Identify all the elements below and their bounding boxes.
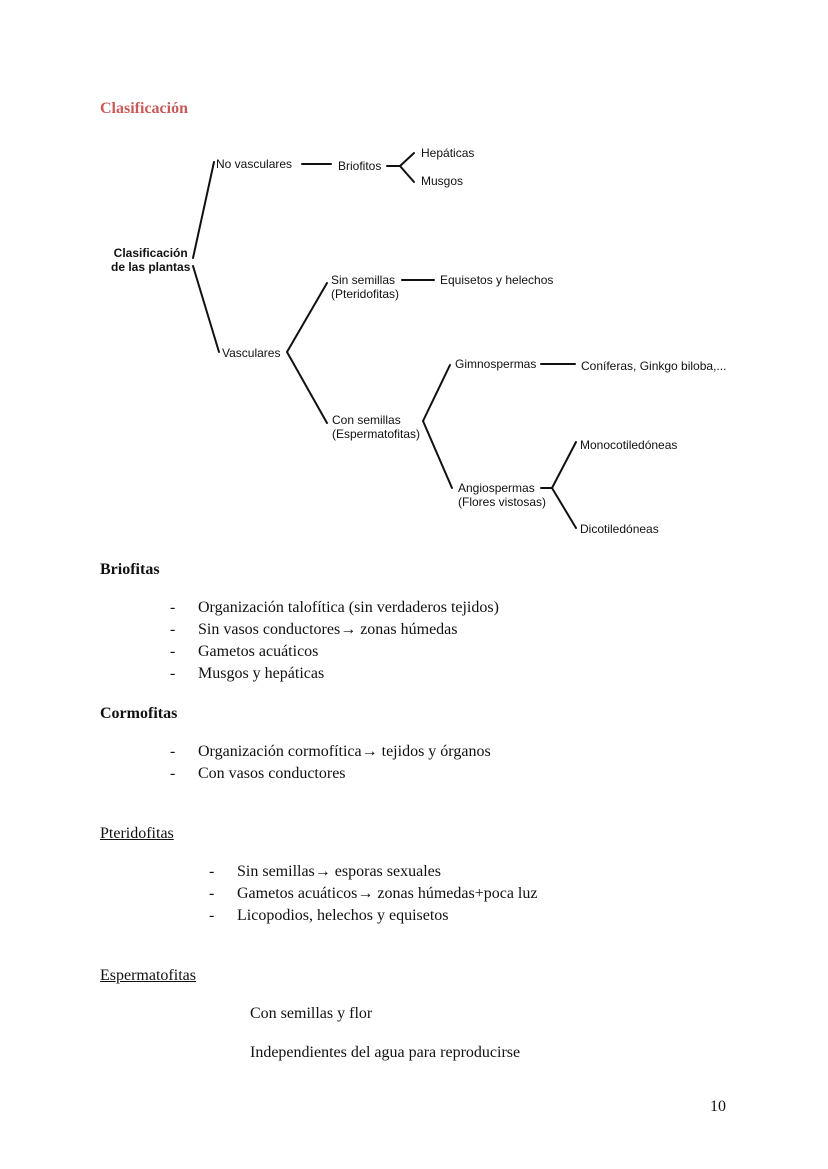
- section-heading-pteridofitas: Pteridofitas: [100, 825, 174, 842]
- list-item-text: Organización talofítica (sin verdaderos tejidos): [198, 599, 499, 616]
- bullet-dash: -: [170, 765, 176, 782]
- bullet-dash: -: [170, 743, 176, 760]
- list-item: [170, 599, 499, 617]
- list-item-text: Sin vasos conductores→ zonas húmedas: [198, 621, 458, 638]
- list-item-text: Sin semillas→ esporas sexuales: [237, 863, 441, 880]
- bullet-dash: -: [170, 643, 176, 660]
- diagram-sin-semillas-line2: (Pteridofitas): [331, 287, 400, 301]
- paragraph-line: Independientes del agua para reproducirse: [250, 1044, 521, 1061]
- diagram-root-line1: Clasificación: [113, 246, 188, 260]
- list-item-text: Licopodios, helechos y equisetos: [237, 907, 449, 924]
- classification-tree-lines: [0, 0, 828, 560]
- paragraph-line: Con semillas y flor: [250, 1005, 373, 1022]
- list-item: [209, 907, 449, 925]
- diagram-con-semillas-line2: (Espermatofitas): [332, 427, 421, 441]
- list-item-text: Musgos y hepáticas: [198, 665, 325, 682]
- list-item: [170, 743, 491, 761]
- diagram-sin-semillas-line1: Sin semillas: [331, 273, 396, 287]
- bullet-dash: -: [209, 885, 215, 902]
- page-title: Clasificación: [100, 100, 188, 117]
- bullet-dash: -: [170, 621, 176, 638]
- diagram-briofitos: Briofitos: [338, 159, 382, 173]
- diagram-equisetos: Equisetos y helechos: [440, 273, 554, 287]
- list-item: [170, 765, 346, 783]
- diagram-angiospermas-line1: Angiospermas: [458, 481, 535, 495]
- diagram-gimnospermas: Gimnospermas: [455, 357, 537, 371]
- page-number: 10: [710, 1098, 726, 1115]
- section-heading-briofitas: Briofitas: [100, 561, 160, 578]
- section-heading-cormofitas: Cormofitas: [100, 705, 178, 722]
- section-heading-espermatofitas: Espermatofitas: [100, 967, 196, 984]
- diagram-vasculares: Vasculares: [222, 346, 281, 360]
- diagram-hepaticas: Hepáticas: [421, 146, 475, 160]
- diagram-coniferas: Coníferas, Ginkgo biloba,...: [581, 359, 727, 373]
- list-item: [209, 885, 537, 903]
- list-item: [170, 665, 324, 683]
- list-item: [170, 643, 318, 661]
- diagram-angiospermas: [458, 481, 546, 509]
- list-item-text: Gametos acuáticos: [198, 643, 319, 660]
- bullet-dash: -: [209, 907, 215, 924]
- bullet-dash: -: [170, 665, 176, 682]
- list-item: [209, 863, 441, 881]
- list-item: [170, 621, 458, 639]
- list-item-text: Gametos acuáticos→ zonas húmedas+poca luz: [237, 885, 538, 902]
- diagram-root-label: [111, 246, 190, 274]
- bullet-dash: -: [170, 599, 176, 616]
- diagram-angiospermas-line2: (Flores vistosas): [458, 495, 547, 509]
- diagram-musgos: Musgos: [421, 174, 464, 188]
- diagram-sin-semillas: [331, 273, 399, 301]
- diagram-monocot: Monocotiledóneas: [580, 438, 678, 452]
- list-item-text: Con vasos conductores: [198, 765, 346, 782]
- diagram-con-semillas: [332, 413, 420, 441]
- bullet-dash: -: [209, 863, 215, 880]
- diagram-root-line2: de las plantas: [111, 260, 191, 274]
- diagram-no-vasculares: No vasculares: [216, 157, 293, 171]
- diagram-dicot: Dicotiledóneas: [580, 522, 659, 536]
- diagram-con-semillas-line1: Con semillas: [332, 413, 401, 427]
- list-item-text: Organización cormofítica→ tejidos y órganos: [198, 743, 491, 760]
